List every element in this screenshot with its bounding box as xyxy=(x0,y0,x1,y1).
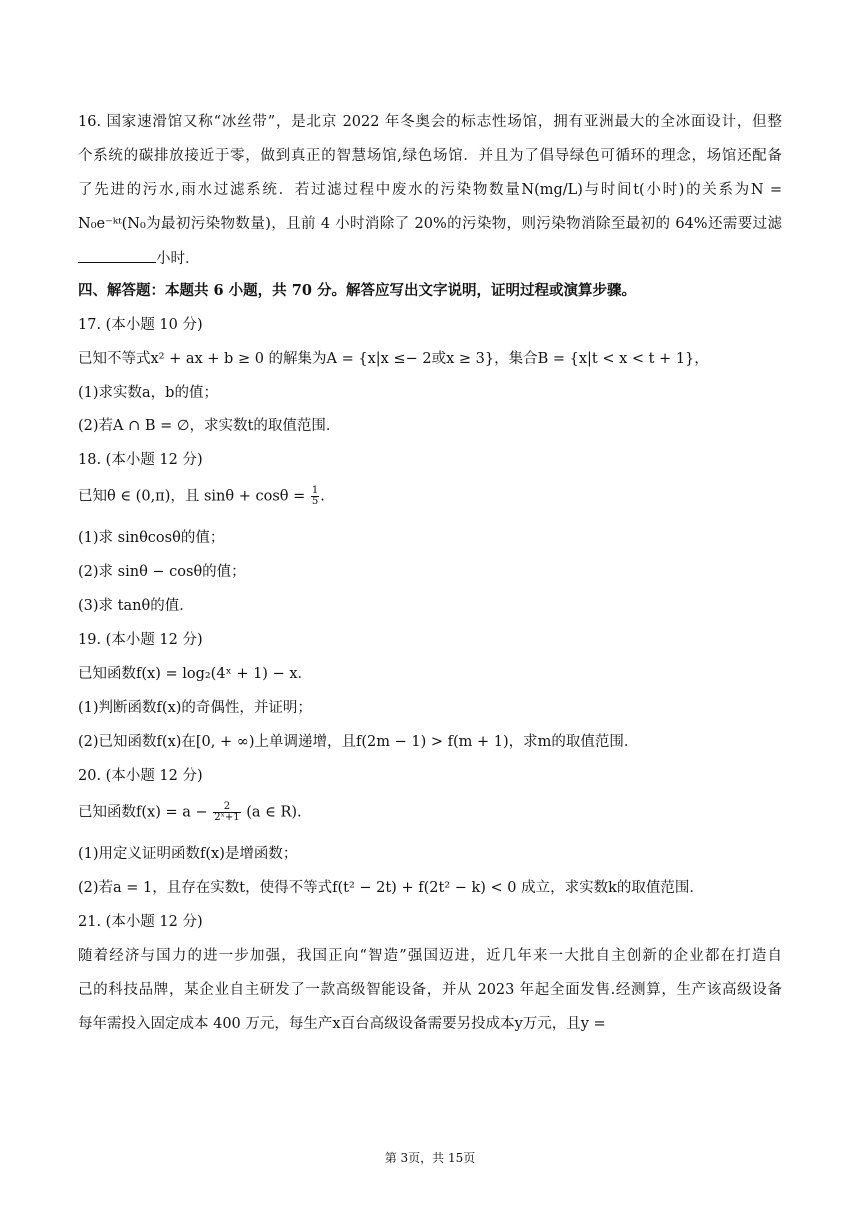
q16-line-5 xyxy=(78,248,782,269)
fraction xyxy=(311,486,319,507)
q20-stem-text: 已知函数f(x) = a − xyxy=(78,804,208,821)
q19-heading: 19. (本小题 12 分) xyxy=(78,632,203,648)
q21-line-2: 己的科技品牌，某企业自主研发了一款高级智能设备，并从 2023 年起全面发售.经测算，生产该高级设备 xyxy=(78,982,782,998)
q21-line-3: 每年需投入固定成本 400 万元，每生产x百台高级设备需要另投成本y万元，且y = xyxy=(78,1016,606,1032)
fraction-denominator: 2ˣ+1 xyxy=(214,812,240,823)
page-footer: 第 3页，共 15页 xyxy=(384,1151,476,1165)
q16-line-1: 16. 国家速滑馆又称“冰丝带”，是北京 2022 年冬奥会的标志性场馆，拥有亚洲最大的全冰面设计，但整 xyxy=(78,114,782,130)
q18-stem-end: . xyxy=(320,488,325,505)
q18-part-3: (3)求 tanθ的值． xyxy=(78,598,194,614)
q20-part-2: (2)若a = 1，且存在实数t，使得不等式f(t² − 2t) + f(2t² − k) < 0 成立，求实数k的取值范围． xyxy=(78,880,704,896)
fraction xyxy=(213,802,240,823)
q17-part-1: (1)求实数a，b的值； xyxy=(78,385,218,401)
answer-blank xyxy=(78,248,156,263)
q16-line-2: 个系统的碳排放接近于零，做到真正的智慧场馆,绿色场馆．并且为了倡导绿色可循环的理念，场馆还配备 xyxy=(78,148,782,164)
fraction-numerator: 1 xyxy=(311,485,319,496)
q21-heading: 21. (本小题 12 分) xyxy=(78,914,203,930)
q20-stem-end: (a ∈ R). xyxy=(246,804,302,821)
q18-stem-text: 已知θ ∈ (0,π)，且 sinθ + cosθ = xyxy=(78,488,306,505)
q19-part-2: (2)已知函数f(x)在[0, + ∞)上单调递增，且f(2m − 1) > f(m + 1)，求m的取值范围． xyxy=(78,734,639,750)
q19-stem: 已知函数f(x) = log₂(4ˣ + 1) − x． xyxy=(78,666,313,682)
q18-stem xyxy=(78,486,782,507)
q21-line-1: 随着经济与国力的进一步加强，我国正向“智造”强国迈进，近几年来一大批自主创新的企业都在打造自 xyxy=(78,948,782,964)
q20-stem xyxy=(78,802,782,823)
q17-stem: 已知不等式x² + ax + b ≥ 0 的解集为A = {x|x ≤− 2或x ≥ 3}，集合B = {x|t < x < t + 1}， xyxy=(78,351,709,367)
q17-heading: 17. (本小题 10 分) xyxy=(78,317,203,333)
q18-part-1: (1)求 sinθcosθ的值； xyxy=(78,530,225,546)
q16-line-4: N₀e⁻ᵏᵗ(N₀为最初污染物数量)，且前 4 小时消除了 20%的污染物，则污染物消除至最初的 64%还需要过滤 xyxy=(78,216,782,232)
q20-heading: 20. (本小题 12 分) xyxy=(78,768,203,784)
q17-part-2: (2)若A ∩ B = ∅，求实数t的取值范围． xyxy=(78,418,341,434)
fraction-numerator: 2 xyxy=(213,802,240,813)
q18-heading: 18. (本小题 12 分) xyxy=(78,452,203,468)
q16-line-5-text: 小时． xyxy=(156,251,200,267)
q20-part-1: (1)用定义证明函数f(x)是增函数； xyxy=(78,846,298,862)
q19-part-1: (1)判断函数f(x)的奇偶性，并证明； xyxy=(78,700,312,716)
q16-line-3: 了先进的污水,雨水过滤系统．若过滤过程中废水的污染物数量N(mg/L)与时间t(小时)的关系为N = xyxy=(78,182,782,198)
q18-part-2: (2)求 sinθ − cosθ的值； xyxy=(78,564,246,580)
section-heading: 四、解答题：本题共 6 小题，共 70 分。解答应写出文字说明，证明过程或演算步骤。 xyxy=(78,282,636,299)
fraction-denominator: 5 xyxy=(311,496,319,507)
